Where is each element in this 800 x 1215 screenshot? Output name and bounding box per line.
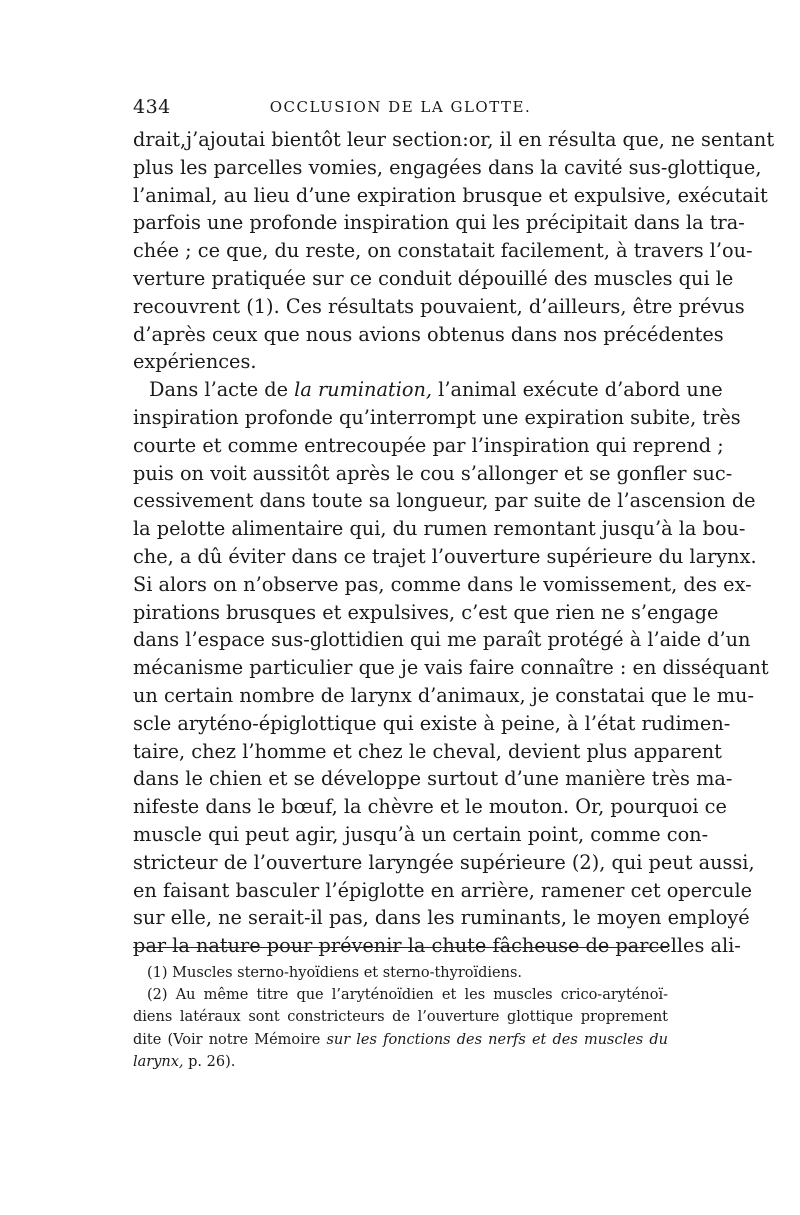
text-line: chée ; ce que, du reste, on constatait facilement, à travers l’ou-: [133, 239, 753, 263]
text-segment: dite (Voir notre Mémoire: [133, 1031, 321, 1048]
page-number: 434: [133, 96, 171, 118]
body-text: [133, 126, 775, 960]
running-title: OCCLUSION DE LA GLOTTE.: [269, 98, 532, 116]
footnote-separator: [133, 947, 668, 948]
footnotes: [133, 962, 668, 1073]
text-line: par la nature pour prévenir la chute fâcheuse de parcelles ali-: [133, 934, 741, 958]
footnote-line: (1) Muscles sterno-hyoïdiens et sterno-thyroïdiens.: [147, 965, 523, 981]
text-line: l’animal, au lieu d’une expiration brusque et expulsive, exécutait: [133, 183, 768, 207]
text-line: courte et comme entrecoupée par l’inspiration qui reprend ;: [133, 433, 724, 457]
text-line: scle aryténo-épiglottique qui existe à peine, à l’état rudimen-: [133, 711, 731, 735]
footnote-line: (2) Au même titre que l’aryténoïdien et les muscles crico-aryténoï-: [147, 987, 668, 1004]
running-head: [133, 96, 668, 126]
text-line: drait,j’ajoutai bientôt leur section:or, il en résulta que, ne sentant: [133, 128, 775, 151]
text-line: la pelotte alimentaire qui, du rumen remontant jusqu’à la bou-: [133, 517, 746, 541]
text-line: taire, chez l’homme et chez le cheval, devient plus apparent: [133, 739, 722, 763]
text-line: verture pratiquée sur ce conduit dépouillé des muscles qui le: [133, 266, 734, 290]
footnote-line: diens latéraux sont constricteurs de l’ouverture glottique proprement: [133, 1009, 668, 1026]
text-line: puis on voit aussitôt après le cou s’allonger et se gonfler suc-: [133, 461, 733, 485]
text-line: che, a dû éviter dans ce trajet l’ouverture supérieure du larynx.: [133, 544, 757, 568]
text-line: pirations brusques et expulsives, c’est que rien ne s’engage: [133, 600, 719, 624]
footnote-line: [133, 1029, 668, 1051]
text-line: sur elle, ne serait-il pas, dans les ruminants, le moyen employé: [133, 906, 750, 930]
text-line: nifeste dans le bœuf, la chèvre et le mouton. Or, pourquoi ce: [133, 795, 727, 819]
text-segment: Dans l’acte de: [149, 378, 289, 402]
paragraph-start-line: [133, 376, 723, 404]
text-line: stricteur de l’ouverture laryngée supérieure (2), qui peut aussi,: [133, 850, 755, 874]
text-segment: l’animal exécute d’abord une: [432, 378, 723, 402]
text-line: Si alors on n’observe pas, comme dans le vomissement, des ex-: [133, 572, 752, 596]
italic-term: la rumination,: [294, 378, 433, 402]
text-line: inspiration profonde qu’interrompt une expiration subite, très: [133, 405, 741, 429]
text-line: dans l’espace sus-glottidien qui me paraît protégé à l’aide d’un: [133, 628, 751, 652]
text-line: recouvrent (1). Ces résultats pouvaient, d’ailleurs, être prévus: [133, 294, 745, 318]
text-line: parfois une profonde inspiration qui les précipitait dans la tra-: [133, 211, 745, 235]
text-line: plus les parcelles vomies, engagées dans la cavité sus-glottique,: [133, 155, 762, 179]
text-line: mécanisme particulier que je vais faire connaître : en disséquant: [133, 656, 769, 680]
italic-title: sur les fonctions des nerfs et des muscles du: [326, 1031, 669, 1048]
text-line: expériences.: [133, 350, 257, 374]
text-line: d’après ceux que nous avions obtenus dans nos précédentes: [133, 322, 724, 346]
italic-title: larynx,: [133, 1053, 184, 1070]
text-line: muscle qui peut agir, jusqu’à un certain point, comme con-: [133, 822, 709, 846]
text-line: cessivement dans toute sa longueur, par suite de l’ascension de: [133, 489, 756, 513]
text-line: un certain nombre de larynx d’animaux, je constatai que le mu-: [133, 683, 754, 707]
text-line: dans le chien et se développe surtout d’une manière très ma-: [133, 767, 733, 791]
text-segment: p. 26).: [183, 1053, 236, 1070]
footnote-line: [133, 1051, 668, 1073]
text-line: en faisant basculer l’épiglotte en arrière, ramener cet opercule: [133, 878, 753, 902]
